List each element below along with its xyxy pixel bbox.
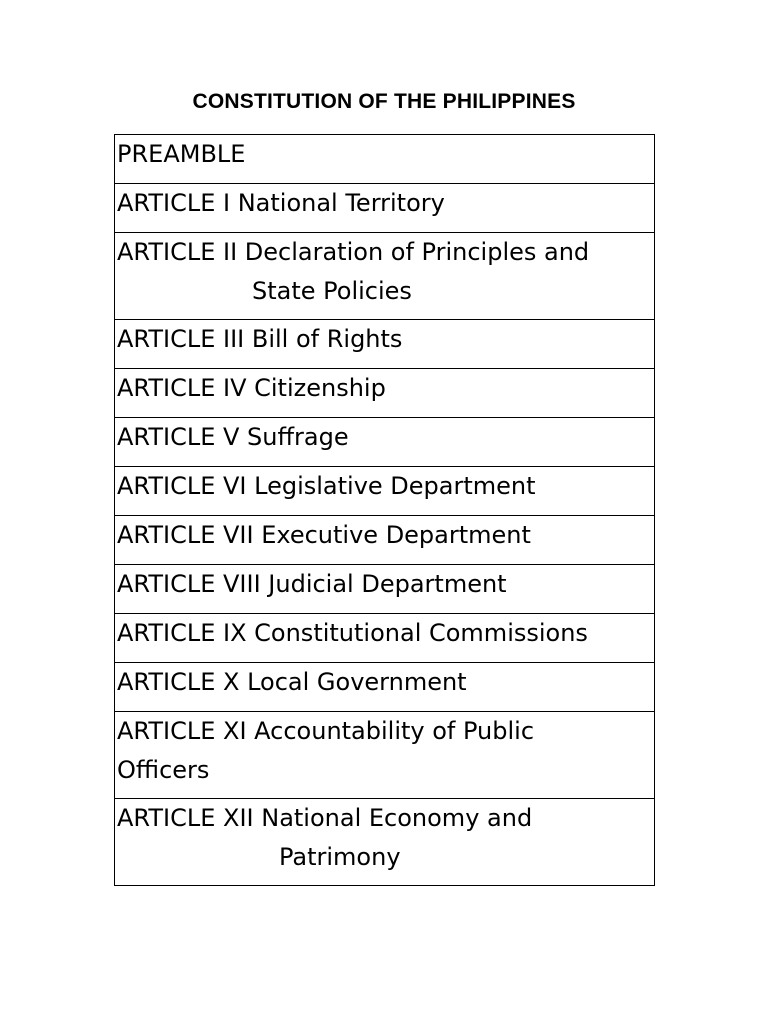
entry-title: PREAMBLE xyxy=(117,140,246,168)
entry-cell xyxy=(115,369,655,418)
entry-title: ARTICLE V Suffrage xyxy=(117,423,349,451)
table-row xyxy=(115,369,655,418)
table-row xyxy=(115,233,655,320)
entry-title: ARTICLE VIII Judicial Department xyxy=(117,570,507,598)
table-row xyxy=(115,418,655,467)
table-row xyxy=(115,663,655,712)
entry-title: ARTICLE I National Territory xyxy=(117,189,445,217)
entry-title-continued: Officers xyxy=(117,756,210,784)
entry-cell xyxy=(115,712,655,799)
entry-cell xyxy=(115,418,655,467)
entry-title: ARTICLE IV Citizenship xyxy=(117,374,386,402)
entry-title: ARTICLE IX Constitutional Commissions xyxy=(117,619,588,647)
contents-table xyxy=(114,134,655,886)
table-row xyxy=(115,614,655,663)
entry-cell xyxy=(115,184,655,233)
entry-title: ARTICLE VI Legislative Department xyxy=(117,472,536,500)
entry-cell xyxy=(115,233,655,320)
entry-cell xyxy=(115,565,655,614)
entry-cell xyxy=(115,467,655,516)
table-row xyxy=(115,467,655,516)
table-row xyxy=(115,712,655,799)
entry-title-continued: Patrimony xyxy=(279,843,401,871)
table-row xyxy=(115,516,655,565)
table-row xyxy=(115,565,655,614)
entry-cell xyxy=(115,614,655,663)
document-title: CONSTITUTION OF THE PHILIPPINES xyxy=(192,90,576,113)
entry-title: ARTICLE XII National Economy and xyxy=(117,804,533,832)
table-row xyxy=(115,320,655,369)
entry-title: ARTICLE III Bill of Rights xyxy=(117,325,403,353)
entry-cell xyxy=(115,663,655,712)
table-row xyxy=(115,135,655,184)
entry-cell xyxy=(115,135,655,184)
entry-title: ARTICLE VII Executive Department xyxy=(117,521,531,549)
table-row xyxy=(115,184,655,233)
entry-title: ARTICLE XI Accountability of Public xyxy=(117,717,535,745)
entry-cell xyxy=(115,799,655,886)
entry-cell xyxy=(115,320,655,369)
entry-cell xyxy=(115,516,655,565)
entry-title-continued: State Policies xyxy=(252,277,412,305)
entry-title: ARTICLE X Local Government xyxy=(117,668,467,696)
entry-title: ARTICLE II Declaration of Principles and xyxy=(117,238,590,266)
table-row xyxy=(115,799,655,886)
